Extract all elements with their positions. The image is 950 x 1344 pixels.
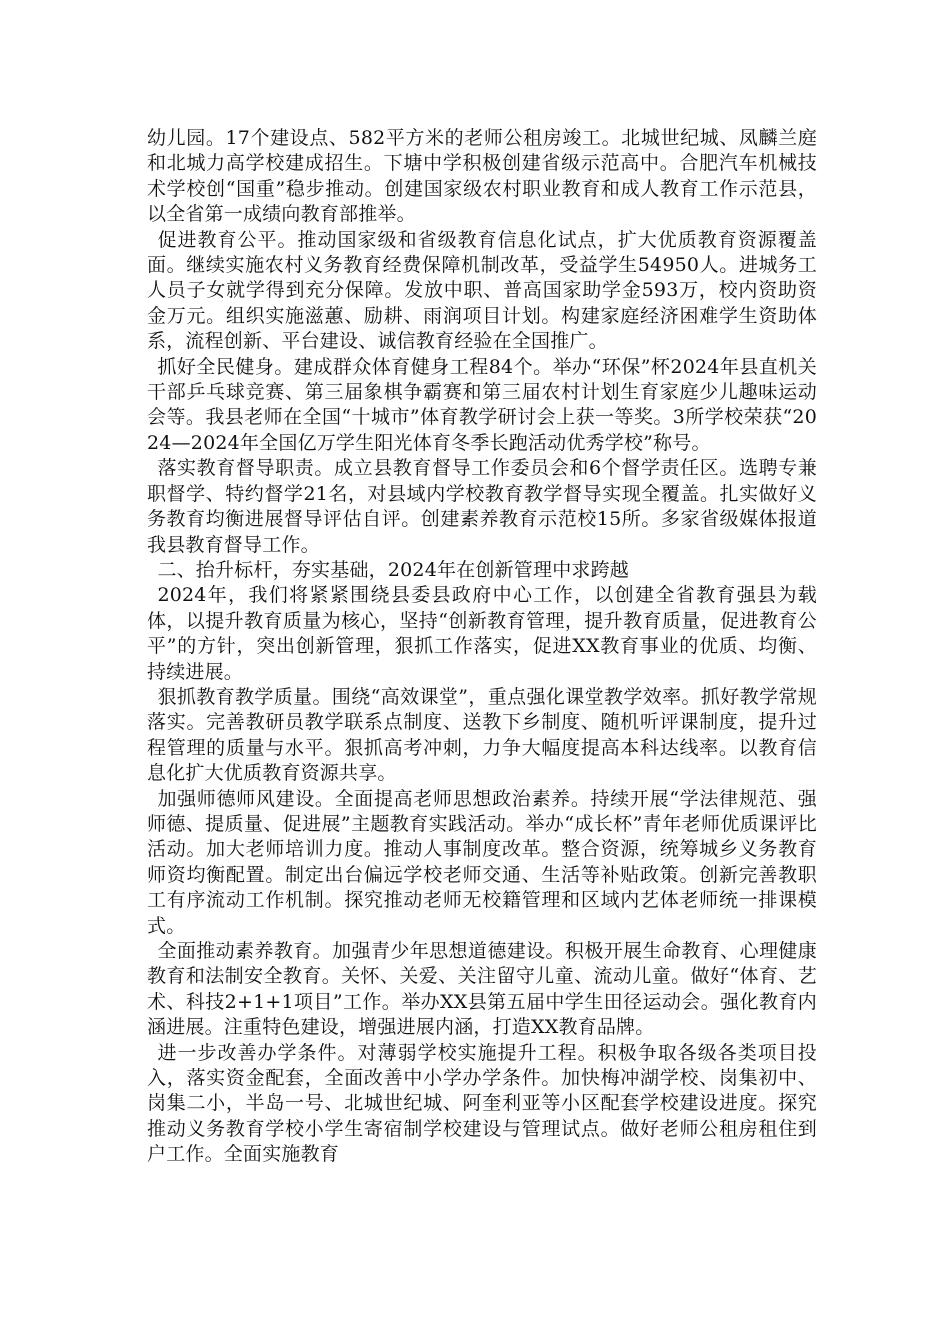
paragraph-continuation: 幼儿园。17个建设点、582平方米的老师公租房竣工。北城世纪城、凤麟兰庭和北城力高学校建成招生。下塘中学积极创建省级示范高中。合肥汽车机械技术学校创“国重”稳步推动。创建国家级农村职业教育和成人教育工作示范县，以全省第一成绩向教育部推举。 <box>147 127 817 226</box>
paragraph-2024-plan: 2024年，我们将紧紧围绕县委县政府中心工作，以创建全省教育强县为载体，以提升教育质量为核心，坚持“创新教育管理，提升教育质量，促进教育公平”的方针，突出创新管理，狠抓工作落实，促进XX教育事业的优质、均衡、持续进展。 <box>147 584 817 683</box>
paragraph-fitness: 抓好全民健身。建成群众体育健身工程84个。举办“环保”杯2024年县直机关干部乒乓球竞赛、第三届象棋争霸赛和第三届农村计划生育家庭少儿趣味运动会等。我县老师在全国“十城市”体育教学研讨会上获一等奖。3所学校荣获“2024—2024年全国亿万学生阳光体育冬季长跑活动优秀学校”称号。 <box>147 355 817 454</box>
paragraph-quality-education: 全面推动素养教育。加强青少年思想道德建设。积极开展生命教育、心理健康教育和法制安全教育。关怀、关爱、关注留守儿童、流动儿童。做好“体育、艺术、科技2+1+1项目”工作。举办XX县第五届中学生田径运动会。强化教育内涵进展。注重特色建设，增强进展内涵，打造XX教育品牌。 <box>147 940 817 1039</box>
section-heading: 二、抬升标杆，夯实基础，2024年在创新管理中求跨越 <box>157 558 629 581</box>
paragraph-teacher-ethics: 加强师德师风建设。全面提高老师思想政治素养。持续开展“学法律规范、强师德、提质量、促进展”主题教育实践活动。举办“成长杯”青年老师优质课评比活动。加大老师培训力度。推动人事制度改革。整合资源，统筹城乡义务教育师资均衡配置。制定出台偏远学校老师交通、生活等补贴政策。创新完善教职工有序流动工作机制。探究推动老师无校籍管理和区域内艺体老师统一排课模式。 <box>147 787 817 937</box>
paragraph-education-equity: 促进教育公平。推动国家级和省级教育信息化试点，扩大优质教育资源覆盖面。继续实施农村义务教育经费保障机制改革，受益学生54950人。进城务工人员子女就学得到充分保障。发放中职、普高国家助学金593万，校内资助资金万元。组织实施滋蕙、励耕、雨润项目计划。构建家庭经济困难学生资助体系，流程创新、平台建设、诚信教育经验在全国推广。 <box>147 228 817 353</box>
paragraph-school-conditions: 进一步改善办学条件。对薄弱学校实施提升工程。积极争取各级各类项目投入，落实资金配套，全面改善中小学办学条件。加快梅冲湖学校、岗集初中、岗集二小，半岛一号、北城世纪城、阿奎利亚等小区配套学校建设进度。探究推动义务教育学校小学生寄宿制学校建设与管理试点。做好老师公租房租住到户工作。全面实施教育 <box>147 1041 817 1166</box>
document-body <box>147 126 817 1168</box>
paragraph-teaching-quality: 狠抓教育教学质量。围绕“高效课堂”，重点强化课堂教学效率。抓好教学常规落实。完善教研员教学联系点制度、送教下乡制度、随机听评课制度，提升过程管理的质量与水平。狠抓高考冲刺，力争大幅度提高本科达线率。以教育信息化扩大优质教育资源共享。 <box>147 685 817 785</box>
paragraph-supervision: 落实教育督导职责。成立县教育督导工作委员会和6个督学责任区。选聘专兼职督学、特约督学21名，对县域内学校教育教学督导实现全覆盖。扎实做好义务教育均衡进展督导评估自评。创建素养教育示范校15所。多家省级媒体报道我县教育督导工作。 <box>147 457 817 556</box>
